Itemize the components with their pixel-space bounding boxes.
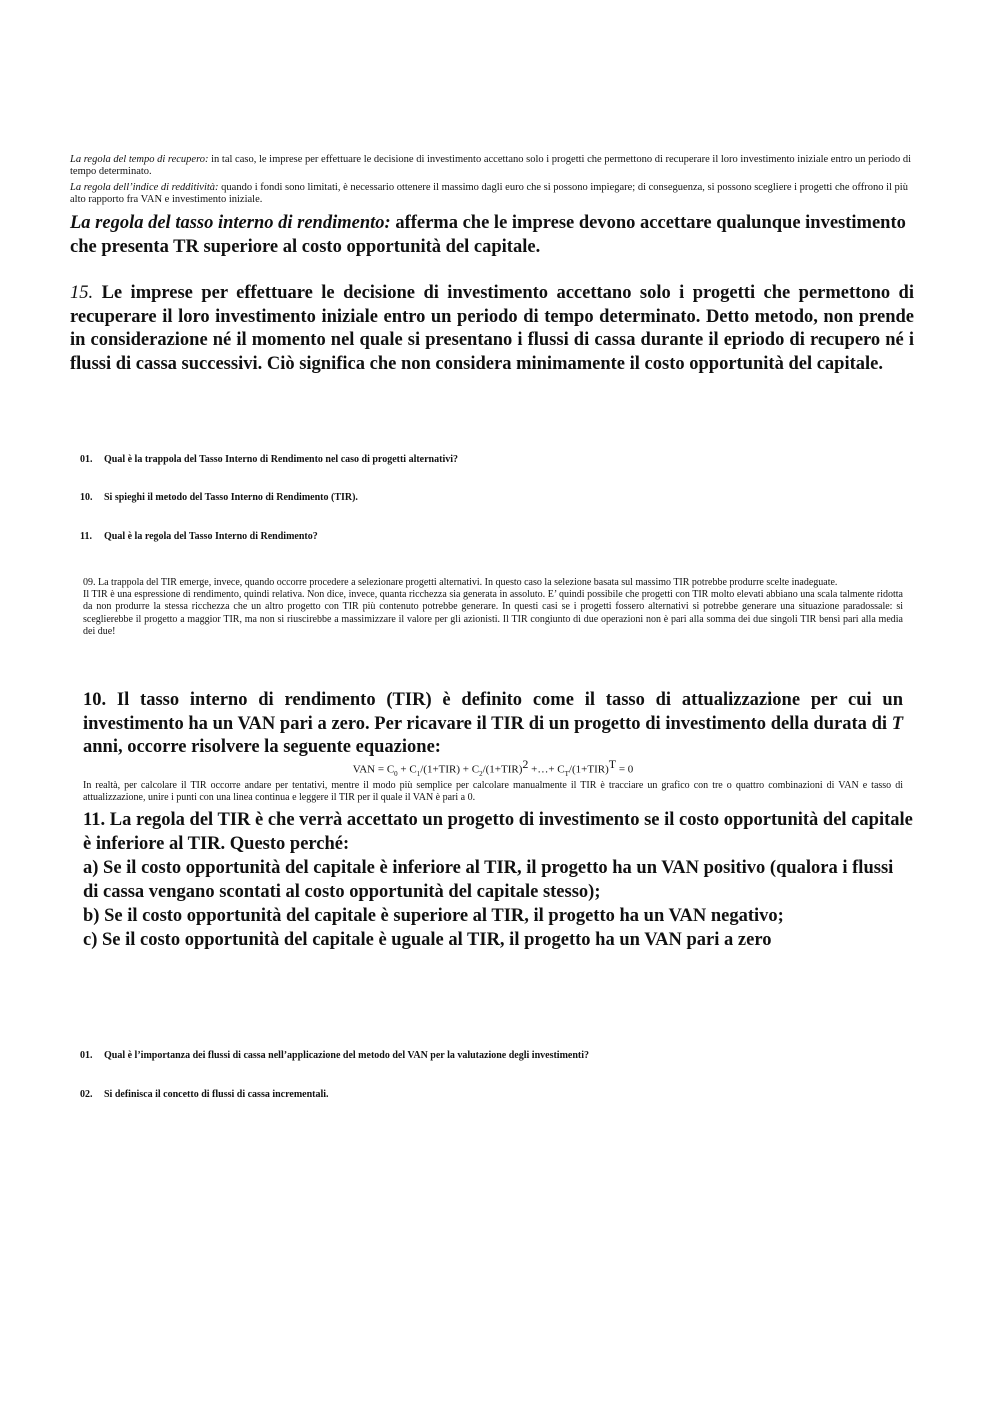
rule-payback-label: La regola del tempo di recupero: — [70, 154, 209, 165]
rule-profitability-index — [70, 182, 914, 206]
question-text: Qual è la regola del Tasso Interno di Rendimento? — [104, 531, 318, 542]
equation-part: +…+ C — [528, 763, 565, 776]
question-item — [80, 454, 458, 465]
question-number: 01. — [80, 454, 93, 465]
question-item — [80, 1089, 329, 1100]
answer-10-text-t: T — [891, 713, 903, 734]
answer-11-line: 11. La regola del TIR è che verrà accettato un progetto di investimento se il costo opportunità del capitale è inferiore al TIR. Questo perché: — [83, 810, 913, 854]
equation-part: VAN = C — [352, 763, 395, 776]
question-item — [80, 531, 318, 542]
question-text: Si definisca il concetto di flussi di cassa incrementali. — [104, 1089, 329, 1100]
equation-part: /(1+TIR) + C — [420, 763, 480, 776]
question-number: 11. — [80, 531, 92, 542]
rule-profitability-text: quando i fondi sono limitati, è necessario ottenere il massimo dagli euro che si possono impiegare; di conseguenza, si possono scegliere i progetti che offrono il più alto rapporto fra VAN e investimento iniziale. — [70, 182, 908, 205]
question-item — [80, 1050, 589, 1061]
equation-part: = 0 — [616, 763, 634, 776]
rule-irr — [70, 211, 930, 259]
answer-10 — [83, 689, 903, 760]
answer-09-paragraph-1: 09. La trappola del TIR emerge, invece, quando occorre procedere a selezionare progetti alternativi. In questo caso la selezione basata sul massimo TIR potrebbe produrre scelte inadeguate. — [83, 577, 838, 588]
answer-10-text-b: anni, occorre risolvere la seguente equazione: — [83, 737, 441, 757]
question-number: 02. — [80, 1089, 93, 1100]
rule-irr-label: La regola del tasso interno di rendimento: — [70, 213, 391, 233]
equation-part: /(1+TIR) — [482, 763, 523, 776]
answer-15-text: Le imprese per effettuare le decisione di investimento accettano solo i progetti che permettono di recuperare il loro investimento iniziale entro un periodo di tempo determinato. Detto metodo, non prende in considerazione né il momento nel quale si presentano i flussi di cassa durante il epriodo di recupero né i flussi di cassa successivi. Ciò significa che non considera minimamente il costo opportunità del capitale. — [70, 283, 914, 374]
question-text: Qual è la trappola del Tasso Interno di Rendimento nel caso di progetti alternativi? — [104, 454, 458, 465]
equation-subscript: 1 — [416, 769, 421, 778]
equation-exponent: T — [608, 757, 617, 771]
irr-equation — [83, 757, 903, 778]
answer-09-paragraph-2: Il TIR è una espressione di rendimento, quindi relativa. Non dice, invece, quanta ricchezza sia generata in assoluto. E’ quindi possibile che progetti con TIR molto elevati abbiano una scala talmente ridotta da non produrre la stessa ricchezza che un altro progetto con TIR più contenuto potrebbe generare. In questi casi se i progetti fossero alternativi si potrebbe generare una situazione paradossale: si sceglierebbe il progetto a maggior TIR, ma non si riuscirebbe a massimizzare il valore per gli azionisti. Il TIR congiunto di due operazioni non è pari alla somma dei due singoli TIR bensì pari alla media dei due! — [83, 589, 903, 637]
question-number: 10. — [80, 492, 93, 503]
answer-11-line: b) Se il costo opportunità del capitale è superiore al TIR, il progetto ha un VAN negativo; — [83, 906, 784, 926]
rule-irr-text: afferma che le imprese devono accettare qualunque investimento che presenta TR superiore al costo opportunità del capitale. — [70, 213, 906, 257]
question-text: Si spieghi il metodo del Tasso Interno di Rendimento (TIR). — [104, 492, 358, 503]
answer-11 — [83, 808, 913, 952]
equation-subscript: 0 — [394, 769, 398, 778]
equation-subscript: T — [564, 769, 569, 778]
equation-exponent: 2 — [522, 757, 529, 771]
equation-part: /(1+TIR) — [568, 763, 609, 776]
equation-subscript: 2 — [479, 769, 483, 778]
answer-10-note: In realtà, per calcolare il TIR occorre andare per tentativi, mentre il modo più semplice per calcolare manualmente il TIR è tracciare un grafico con tre o quattro combinazioni di VAN e tasso di attualizzazione, unire i punti con una linea continua e leggere il TIR per il quale il VAN è pari a 0. — [83, 780, 903, 804]
answer-15-number: 15. — [70, 283, 94, 303]
question-item — [80, 492, 358, 503]
rule-profitability-label: La regola dell’indice di redditività: — [70, 182, 219, 193]
equation-part: + C — [397, 763, 417, 776]
rule-payback-text: in tal caso, le imprese per effettuare le decisione di investimento accettano solo i progetti che permettono di recuperare il loro investimento iniziale entro un periodo di tempo determinato. — [70, 154, 911, 177]
answer-09 — [83, 577, 903, 638]
answer-11-line: c) Se il costo opportunità del capitale è uguale al TIR, il progetto ha un VAN pari a zero — [83, 930, 772, 950]
question-text: Qual è l’importanza dei flussi di cassa nell’applicazione del metodo del VAN per la valutazione degli investimenti? — [104, 1050, 590, 1061]
rule-payback — [70, 154, 914, 178]
question-number: 01. — [80, 1050, 93, 1061]
answer-15 — [70, 282, 914, 376]
answer-11-line: a) Se il costo opportunità del capitale è inferiore al TIR, il progetto ha un VAN positivo (qualora i flussi di cassa vengano scontati al costo opportunità del capitale stesso); — [83, 858, 894, 902]
answer-10-text-a: 10. Il tasso interno di rendimento (TIR) è definito come il tasso di attualizzazione per cui un investimento ha un VAN pari a zero. Per ricavare il TIR di un progetto di investimento della durata di — [83, 690, 903, 734]
